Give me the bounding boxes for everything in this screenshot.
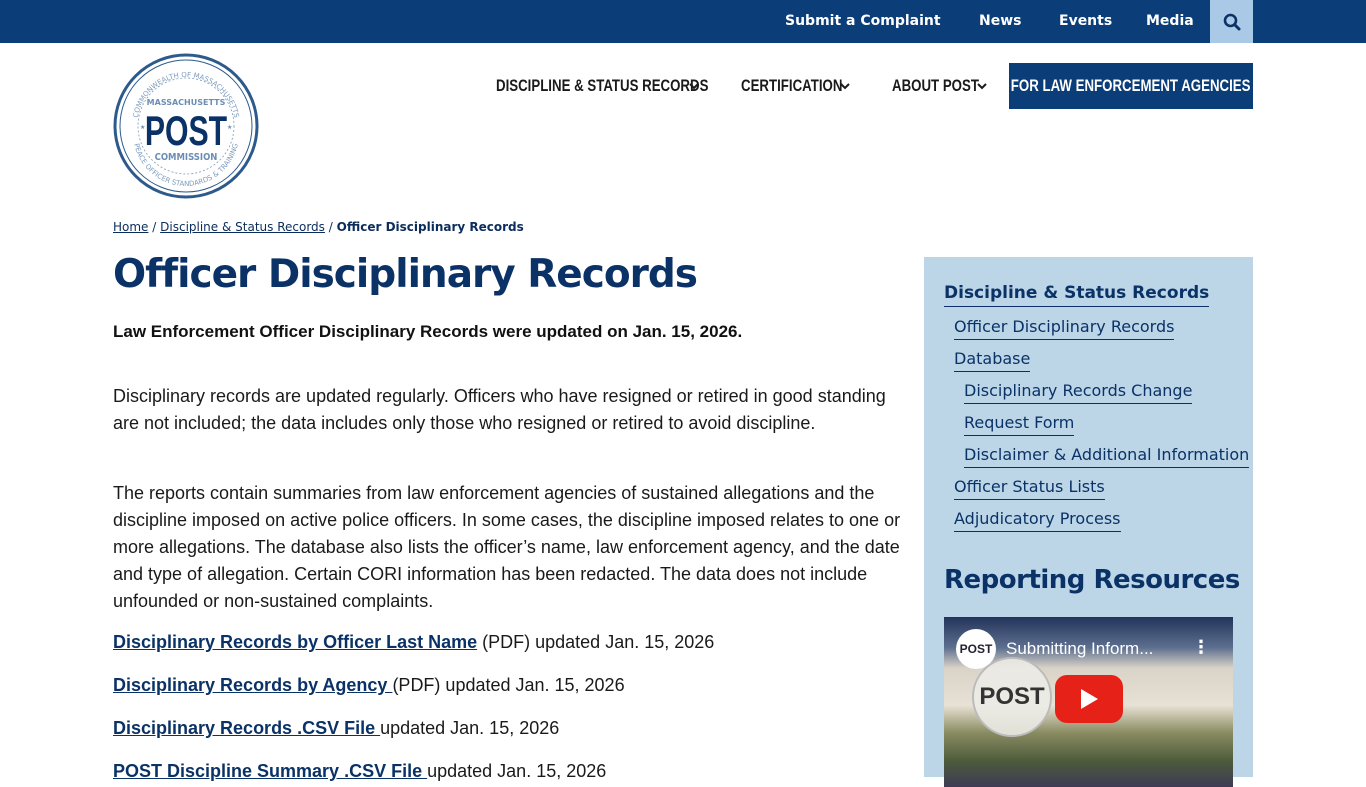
discipline-summary-csv-link[interactable]: POST Discipline Summary .CSV File [113,761,428,781]
sidebar-item-records-change[interactable]: Disciplinary Records Change [964,381,1192,404]
channel-avatar[interactable]: POST [956,629,996,669]
sidebar-item-officer-disciplinary-records[interactable]: Officer Disciplinary Records [954,317,1174,340]
download-meta: (PDF) updated Jan. 15, 2026 [477,632,715,652]
sidebar-heading-link[interactable]: Discipline & Status Records [944,283,1209,307]
chevron-down-icon[interactable] [838,79,852,93]
media-link[interactable]: Media [1146,13,1194,29]
download-meta: updated Jan. 15, 2026 [380,718,560,738]
sidebar-item-database[interactable]: Database [954,349,1030,372]
download-item [113,675,625,696]
search-button[interactable] [1210,0,1253,43]
sidebar-item-disclaimer[interactable]: Disclaimer & Additional Information [964,445,1249,468]
reports-paragraph: The reports contain summaries from law enforcement agencies of sustained allegations and the discipline imposed on active police officers. In some cases, the discipline imposed relates to one or more allegations. The database also lists the officer’s name, law enforcement agency, and the date and type of allegation. Certain CORI information has been redacted. The data does not include unfounded or non-sustained complaints. [113,483,901,611]
chevron-down-icon[interactable] [687,79,701,93]
svg-text:★: ★ [140,125,146,131]
reporting-resources-heading: Reporting Resources [944,565,1240,595]
play-button[interactable] [1055,675,1123,723]
svg-text:MASSACHUSETTS: MASSACHUSETTS [146,98,226,107]
submit-complaint-link[interactable]: Submit a Complaint [785,13,941,29]
law-enforcement-agencies-button[interactable] [1009,63,1253,109]
video-embed[interactable] [944,617,1233,787]
agency-pdf-link[interactable]: Disciplinary Records by Agency [113,675,393,695]
play-icon [1079,688,1099,710]
nav-certification[interactable]: CERTIFICATION [741,76,843,95]
download-item [113,761,606,782]
intro-paragraph: Disciplinary records are updated regularly. Officers who have resigned or retired in good standing are not included; the data includes only those who resigned or retired to avoid discipline. [113,386,886,433]
updated-notice: Law Enforcement Officer Disciplinary Records were updated on Jan. 15, 2026. [113,322,743,341]
svg-text:COMMONWEALTH OF MASSACHUSETTS: COMMONWEALTH OF MASSACHUSETTS [131,70,241,119]
video-thumbnail-logo: POST [972,657,1052,737]
download-item [113,718,559,739]
svg-text:★: ★ [227,125,233,131]
breadcrumb-current: Officer Disciplinary Records [336,220,524,234]
svg-text:COMMISSION: COMMISSION [154,151,218,164]
breadcrumb-home[interactable]: Home [113,220,149,234]
utility-bar [0,0,1366,43]
breadcrumb-separator: / [328,220,333,234]
cta-label: FOR LAW ENFORCEMENT AGENCIES [1011,76,1251,95]
download-item [113,632,714,653]
download-meta: updated Jan. 15, 2026 [427,761,607,781]
page-title: Officer Disciplinary Records [113,252,698,297]
sidebar-item-officer-status-lists[interactable]: Officer Status Lists [954,477,1105,500]
seal-icon [113,53,259,199]
breadcrumb-separator: / [152,220,157,234]
download-meta: (PDF) updated Jan. 15, 2026 [392,675,625,695]
more-options-icon[interactable]: ⋮ [1192,637,1210,657]
officer-last-name-pdf-link[interactable]: Disciplinary Records by Officer Last Name [113,632,478,652]
breadcrumb-discipline-status-records[interactable]: Discipline & Status Records [160,220,325,234]
events-link[interactable]: Events [1059,13,1113,29]
post-commission-logo[interactable] [113,53,259,199]
csv-file-link[interactable]: Disciplinary Records .CSV File [113,718,381,738]
svg-text:POST: POST [144,107,228,155]
news-link[interactable]: News [979,13,1022,29]
video-title[interactable]: Submitting Inform... [1006,639,1154,658]
nav-about-post[interactable]: ABOUT POST [892,76,979,95]
nav-discipline-status-records[interactable]: DISCIPLINE & STATUS RECORDS [496,76,709,95]
chevron-down-icon[interactable] [975,79,989,93]
sidebar-item-adjudicatory-process[interactable]: Adjudicatory Process [954,509,1121,532]
sidebar [924,257,1253,777]
svg-text:PEACE OFFICER STANDARDS & TRAI: PEACE OFFICER STANDARDS & TRAINING [132,142,240,189]
search-icon [1223,13,1241,31]
sidebar-item-request-form[interactable]: Request Form [964,413,1074,436]
breadcrumb [113,220,524,234]
